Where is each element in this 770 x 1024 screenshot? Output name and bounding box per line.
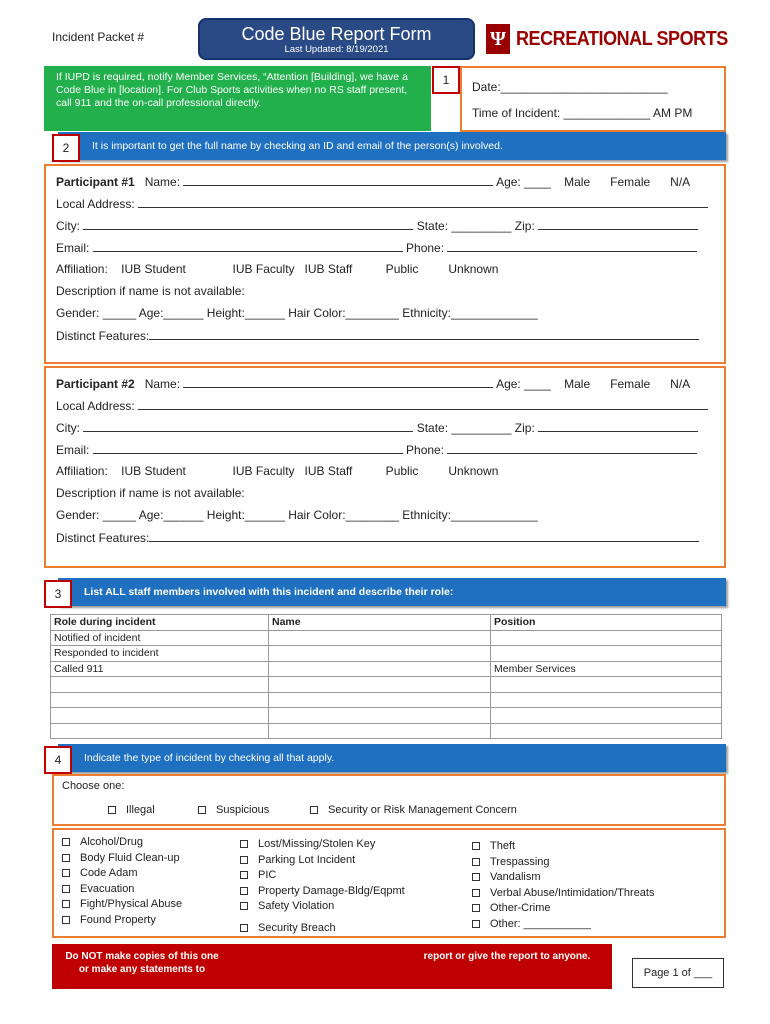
name-cell[interactable] — [269, 692, 491, 708]
incident-option[interactable]: Other-Crime — [472, 902, 654, 918]
checkbox-icon[interactable] — [108, 806, 116, 814]
checkbox-icon[interactable] — [472, 873, 480, 881]
incident-option[interactable]: Trespassing — [472, 856, 654, 872]
table-row — [51, 646, 722, 662]
incident-option[interactable]: Verbal Abuse/Intimidation/Threats — [472, 887, 654, 903]
age-field[interactable]: Age: ____ — [496, 377, 551, 391]
incident-types-col-2 — [240, 838, 405, 937]
sex-options[interactable]: Male Female N/A — [564, 175, 691, 189]
incident-packet-label: Incident Packet # — [52, 30, 145, 44]
incident-option[interactable]: Found Property — [62, 914, 182, 930]
table-row — [51, 723, 722, 739]
incident-types-col-1 — [62, 836, 182, 929]
checkbox-icon[interactable] — [472, 889, 480, 897]
role-cell[interactable] — [51, 692, 269, 708]
incident-option[interactable]: Vandalism — [472, 871, 654, 887]
checkbox-icon[interactable] — [62, 900, 70, 908]
zip-input[interactable] — [538, 218, 698, 230]
incident-option[interactable]: Parking Lot Incident — [240, 854, 405, 870]
table-row — [51, 630, 722, 646]
position-cell[interactable] — [491, 692, 722, 708]
name-input[interactable] — [183, 376, 493, 388]
time-field[interactable]: Time of Incident: _____________ AM PM — [472, 106, 693, 120]
choose-one-box — [52, 774, 726, 826]
address-label: Local Address: — [56, 197, 135, 211]
date-time-box — [460, 66, 726, 132]
header-position: Position — [491, 615, 722, 631]
incident-option[interactable]: Safety Violation — [240, 900, 405, 916]
name-label: Name: — [144, 175, 181, 189]
description-label: Description if name is not available: — [56, 284, 245, 298]
name-cell[interactable] — [269, 723, 491, 739]
email-label: Email: — [56, 241, 90, 255]
last-updated: Last Updated: 8/19/2021 — [284, 44, 389, 55]
table-row — [51, 708, 722, 724]
name-cell[interactable] — [269, 630, 491, 646]
features-input[interactable] — [149, 530, 699, 542]
name-input[interactable] — [183, 174, 493, 186]
iupd-notice: If IUPD is required, notify Member Services, “Attention [Building], we have a Code Blue in [location]. For Club Sports activities when no RS staff present, call 911 and the on-call professional directly. — [44, 66, 431, 131]
table-row — [51, 692, 722, 708]
staff-table — [50, 614, 722, 739]
title-banner — [198, 18, 475, 60]
header-role: Role during incident — [51, 615, 269, 631]
section-4-bar: Indicate the type of incident by checking all that apply. — [58, 744, 726, 772]
checkbox-icon[interactable] — [240, 902, 248, 910]
incident-option[interactable]: Theft — [472, 840, 654, 856]
checkbox-icon[interactable] — [472, 858, 480, 866]
city-input[interactable] — [83, 218, 413, 230]
section-3-bar: List ALL staff members involved with this incident and describe their role: — [58, 578, 726, 606]
features-input[interactable] — [149, 328, 699, 340]
checkbox-icon[interactable] — [240, 871, 248, 879]
email-label: Email: — [56, 443, 90, 457]
checkbox-icon[interactable] — [62, 838, 70, 846]
address-input[interactable] — [138, 398, 708, 410]
affiliation-options[interactable]: Affiliation: IUB Student IUB Faculty IUB Staff Public Unknown — [56, 262, 499, 276]
features-label: Distinct Features: — [56, 531, 150, 545]
checkbox-icon[interactable] — [62, 854, 70, 862]
checkbox-icon[interactable] — [240, 887, 248, 895]
iu-trident-icon: Ψ — [486, 24, 510, 54]
email-input[interactable] — [93, 442, 403, 454]
table-header-row — [51, 615, 722, 631]
role-cell[interactable]: Responded to incident — [51, 646, 269, 662]
features-label: Distinct Features: — [56, 329, 150, 343]
position-cell[interactable] — [491, 630, 722, 646]
security-concern-option[interactable]: Security or Risk Management Concern — [310, 804, 517, 816]
form-title: Code Blue Report Form — [241, 24, 432, 44]
checkbox-icon[interactable] — [472, 842, 480, 850]
section-3-number: 3 — [44, 580, 72, 608]
section-4-number: 4 — [44, 746, 72, 774]
incident-option[interactable]: Fight/Physical Abuse — [62, 898, 182, 914]
position-cell[interactable] — [491, 723, 722, 739]
suspicious-option[interactable]: Suspicious — [198, 804, 269, 816]
name-cell[interactable] — [269, 677, 491, 693]
phone-input[interactable] — [447, 240, 697, 252]
position-cell[interactable] — [491, 646, 722, 662]
illegal-option[interactable]: Illegal — [108, 804, 155, 816]
email-input[interactable] — [93, 240, 403, 252]
choose-one-label: Choose one: — [62, 780, 125, 792]
zip-label: Zip: — [514, 219, 535, 233]
position-cell[interactable] — [491, 708, 722, 724]
phone-label: Phone: — [406, 241, 445, 255]
participant-heading: Participant #2 — [56, 377, 135, 391]
participant-2-box — [44, 366, 726, 568]
checkbox-icon[interactable] — [240, 924, 248, 932]
date-field[interactable]: Date:_________________________ — [472, 80, 668, 94]
age-field[interactable]: Age: ____ — [496, 175, 551, 189]
physical-description[interactable]: Gender: _____ Age:______ Height:______ Hair Color:________ Ethnicity:_____________ — [56, 306, 538, 320]
incident-type-box — [52, 828, 726, 938]
logo-text: RECREATIONAL SPORTS — [516, 27, 728, 50]
city-label: City: — [56, 421, 80, 435]
checkbox-icon[interactable] — [472, 920, 480, 928]
incident-types-col-3 — [472, 840, 654, 933]
role-cell[interactable]: Called 911 — [51, 661, 269, 677]
address-input[interactable] — [138, 196, 708, 208]
checkbox-icon[interactable] — [62, 869, 70, 877]
checkbox-icon[interactable] — [310, 806, 318, 814]
participant-1-box — [44, 164, 726, 364]
checkbox-icon[interactable] — [62, 885, 70, 893]
state-field[interactable]: State: _________ — [416, 421, 512, 435]
role-cell[interactable] — [51, 723, 269, 739]
city-input[interactable] — [83, 420, 413, 432]
physical-description[interactable]: Gender: _____ Age:______ Height:______ Hair Color:________ Ethnicity:_____________ — [56, 508, 538, 522]
checkbox-icon[interactable] — [472, 904, 480, 912]
participant-heading: Participant #1 — [56, 175, 135, 189]
city-label: City: — [56, 219, 80, 233]
table-row — [51, 677, 722, 693]
table-row — [51, 661, 722, 677]
warning-right: report or give the report to anyone. — [423, 951, 591, 962]
checkbox-icon[interactable] — [240, 856, 248, 864]
incident-option[interactable]: Security Breach — [240, 922, 405, 938]
affiliation-options[interactable]: Affiliation: IUB Student IUB Faculty IUB Staff Public Unknown — [56, 464, 499, 478]
description-label: Description if name is not available: — [56, 486, 245, 500]
position-cell[interactable]: Member Services — [491, 661, 722, 677]
incident-option[interactable]: Evacuation — [62, 883, 182, 899]
incident-option[interactable]: Alcohol/Drug — [62, 836, 182, 852]
confidentiality-warning — [52, 944, 612, 989]
zip-input[interactable] — [538, 420, 698, 432]
incident-option[interactable]: Lost/Missing/Stolen Key — [240, 838, 405, 854]
warning-left: Do NOT make copies of this one or make any statements to — [65, 951, 219, 975]
role-cell[interactable]: Notified of incident — [51, 630, 269, 646]
checkbox-icon[interactable] — [240, 840, 248, 848]
section-2-number: 2 — [52, 134, 80, 162]
phone-input[interactable] — [447, 442, 697, 454]
name-label: Name: — [144, 377, 181, 391]
name-cell[interactable] — [269, 646, 491, 662]
checkbox-icon[interactable] — [62, 916, 70, 924]
name-cell[interactable] — [269, 708, 491, 724]
state-field[interactable]: State: _________ — [416, 219, 512, 233]
checkbox-icon[interactable] — [198, 806, 206, 814]
incident-option[interactable]: Code Adam — [62, 867, 182, 883]
zip-label: Zip: — [514, 421, 535, 435]
section-1-number: 1 — [432, 66, 460, 94]
page-number-box: Page 1 of ___ — [632, 958, 724, 988]
name-cell[interactable] — [269, 661, 491, 677]
section-2-bar: It is important to get the full name by checking an ID and email of the person(s) involved. — [58, 132, 726, 160]
incident-option[interactable]: Property Damage-Bldg/Eqpmt — [240, 885, 405, 901]
position-cell[interactable] — [491, 677, 722, 693]
rec-sports-logo — [486, 22, 751, 56]
role-cell[interactable] — [51, 708, 269, 724]
incident-option[interactable]: PIC — [240, 869, 405, 885]
sex-options[interactable]: Male Female N/A — [564, 377, 691, 391]
incident-option[interactable]: Other: ___________ — [472, 918, 654, 934]
header-name: Name — [269, 615, 491, 631]
role-cell[interactable] — [51, 677, 269, 693]
incident-option[interactable]: Body Fluid Clean-up — [62, 852, 182, 868]
address-label: Local Address: — [56, 399, 135, 413]
phone-label: Phone: — [406, 443, 445, 457]
